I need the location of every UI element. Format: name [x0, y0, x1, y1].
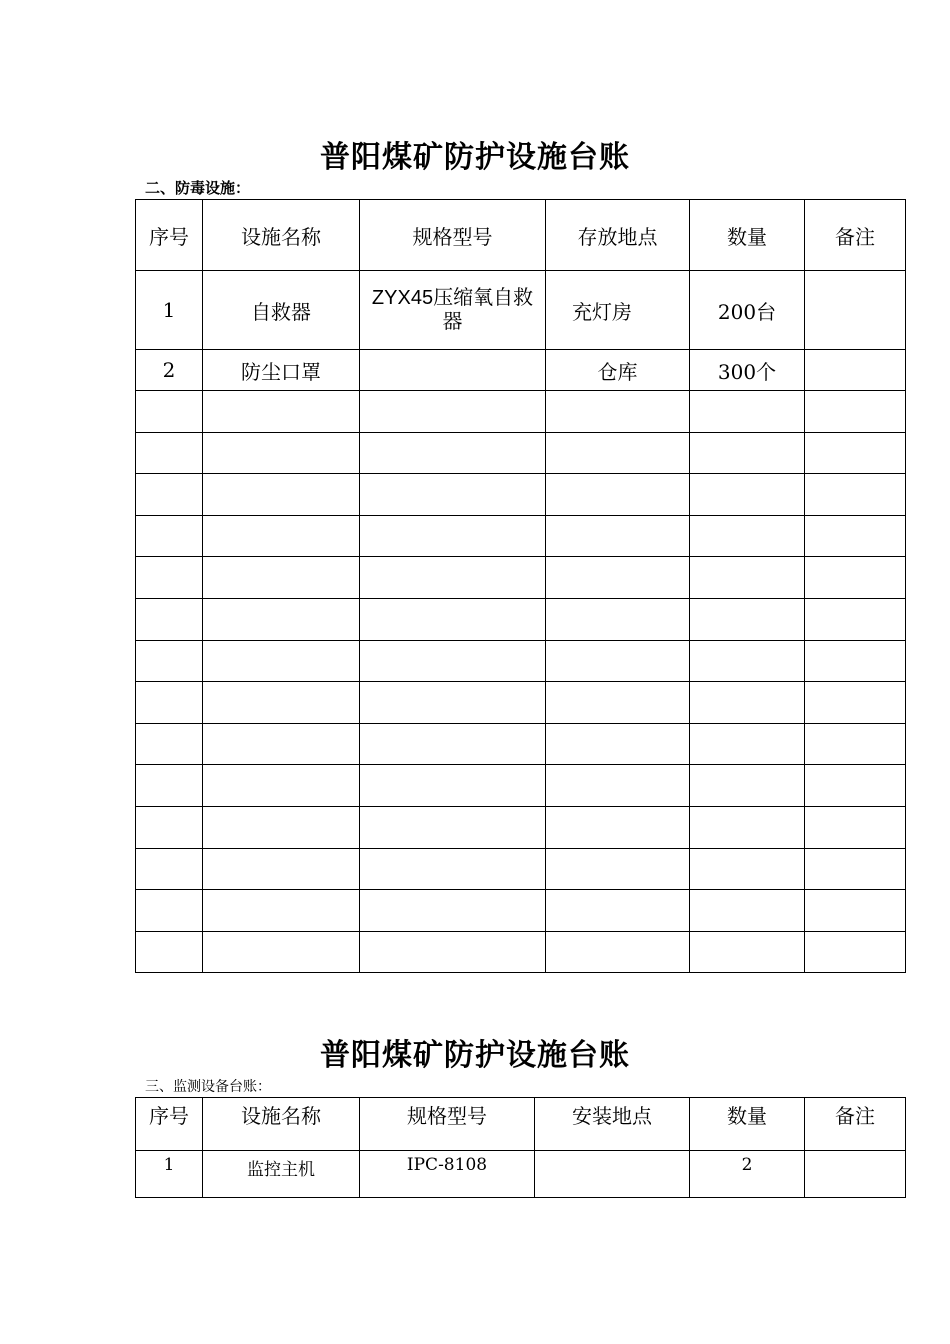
empty-cell [203, 765, 360, 807]
empty-cell [136, 640, 203, 682]
empty-cell [690, 640, 805, 682]
empty-cell [136, 682, 203, 724]
empty-cell [203, 890, 360, 932]
empty-cell [360, 682, 546, 724]
antitoxic-facilities-table [135, 199, 906, 973]
empty-table-row [136, 765, 906, 807]
empty-cell [805, 806, 906, 848]
empty-cell [546, 890, 690, 932]
empty-cell [805, 557, 906, 599]
cell-spec-model: ZYX45压缩氧自救器 [360, 271, 546, 350]
header-facility-name: 设施名称 [203, 1098, 360, 1151]
empty-cell [360, 723, 546, 765]
header-quantity: 数量 [690, 200, 805, 271]
cell-install-location [535, 1151, 690, 1198]
cell-facility-name: 自救器 [203, 271, 360, 350]
empty-cell [203, 391, 360, 433]
header-quantity: 数量 [690, 1098, 805, 1151]
empty-cell [546, 806, 690, 848]
empty-cell [546, 432, 690, 474]
empty-cell [690, 432, 805, 474]
cell-remarks [805, 271, 906, 350]
empty-cell [203, 682, 360, 724]
empty-cell [203, 474, 360, 516]
empty-cell [360, 432, 546, 474]
empty-cell [805, 474, 906, 516]
empty-cell [690, 848, 805, 890]
cell-quantity: 2 [690, 1151, 805, 1198]
empty-table-row [136, 432, 906, 474]
cell-storage-location: 仓库 [546, 350, 690, 391]
empty-cell [203, 598, 360, 640]
empty-cell [360, 598, 546, 640]
header-index: 序号 [136, 200, 203, 271]
empty-cell [360, 931, 546, 973]
empty-cell [136, 806, 203, 848]
empty-table-row [136, 931, 906, 973]
page-title: 普阳煤矿防护设施台账 [320, 140, 630, 175]
header-index: 序号 [136, 1098, 203, 1151]
empty-cell [360, 806, 546, 848]
cell-quantity: 200台 [690, 271, 805, 350]
empty-cell [136, 557, 203, 599]
header-remarks: 备注 [805, 1098, 906, 1151]
empty-cell [546, 765, 690, 807]
cell-spec-model: IPC-8108 [360, 1151, 535, 1198]
monitoring-equipment-table [135, 1097, 906, 1198]
empty-cell [690, 806, 805, 848]
empty-table-row [136, 474, 906, 516]
table-row [136, 1151, 906, 1198]
empty-cell [203, 806, 360, 848]
table-header-row [136, 200, 906, 271]
empty-cell [546, 557, 690, 599]
empty-cell [203, 848, 360, 890]
empty-cell [203, 557, 360, 599]
empty-cell [805, 890, 906, 932]
empty-cell [203, 931, 360, 973]
empty-cell [690, 515, 805, 557]
empty-cell [805, 723, 906, 765]
section-subtitle-monitoring: 三、监测设备台账： [145, 1079, 271, 1095]
empty-cell [546, 848, 690, 890]
empty-cell [690, 557, 805, 599]
empty-cell [136, 765, 203, 807]
empty-cell [805, 931, 906, 973]
empty-cell [360, 391, 546, 433]
empty-cell [546, 682, 690, 724]
cell-remarks [805, 1151, 906, 1198]
table-row [136, 350, 906, 391]
empty-cell [690, 682, 805, 724]
empty-cell [546, 931, 690, 973]
empty-cell [360, 515, 546, 557]
empty-cell [136, 848, 203, 890]
cell-index: 1 [136, 1151, 203, 1198]
empty-cell [203, 640, 360, 682]
cell-quantity: 300个 [690, 350, 805, 391]
empty-table-row [136, 890, 906, 932]
table-row [136, 271, 906, 350]
empty-cell [805, 391, 906, 433]
cell-remarks [805, 350, 906, 391]
empty-cell [546, 391, 690, 433]
empty-cell [136, 890, 203, 932]
section-subtitle-antitoxic: 二、防毒设施： [145, 179, 251, 197]
empty-cell [805, 765, 906, 807]
empty-cell [136, 515, 203, 557]
empty-cell [203, 432, 360, 474]
empty-cell [690, 765, 805, 807]
cell-storage-location: 充灯房 [546, 271, 690, 350]
page-title-2: 普阳煤矿防护设施台账 [320, 1038, 630, 1073]
empty-table-row [136, 391, 906, 433]
empty-cell [805, 432, 906, 474]
empty-table-row [136, 640, 906, 682]
empty-cell [805, 515, 906, 557]
empty-cell [690, 391, 805, 433]
empty-cell [546, 598, 690, 640]
empty-cell [360, 640, 546, 682]
empty-cell [136, 391, 203, 433]
empty-table-row [136, 682, 906, 724]
empty-cell [360, 890, 546, 932]
header-facility-name: 设施名称 [203, 200, 360, 271]
empty-cell [546, 515, 690, 557]
empty-table-row [136, 723, 906, 765]
empty-table-row [136, 557, 906, 599]
empty-cell [690, 931, 805, 973]
empty-cell [546, 474, 690, 516]
empty-cell [805, 848, 906, 890]
empty-cell [690, 598, 805, 640]
empty-cell [690, 723, 805, 765]
cell-facility-name: 监控主机 [203, 1151, 360, 1198]
empty-cell [546, 723, 690, 765]
empty-cell [360, 557, 546, 599]
cell-index: 2 [136, 350, 203, 391]
empty-table-row [136, 515, 906, 557]
empty-cell [360, 474, 546, 516]
header-spec-model: 规格型号 [360, 1098, 535, 1151]
empty-cell [805, 682, 906, 724]
header-spec-model: 规格型号 [360, 200, 546, 271]
empty-table-row [136, 806, 906, 848]
header-remarks: 备注 [805, 200, 906, 271]
empty-cell [136, 598, 203, 640]
empty-cell [805, 598, 906, 640]
empty-cell [690, 474, 805, 516]
cell-facility-name: 防尘口罩 [203, 350, 360, 391]
cell-index: 1 [136, 271, 203, 350]
cell-spec-model [360, 350, 546, 391]
empty-cell [360, 848, 546, 890]
table-header-row [136, 1098, 906, 1151]
empty-cell [136, 931, 203, 973]
empty-cell [690, 890, 805, 932]
header-storage-location: 存放地点 [546, 200, 690, 271]
empty-cell [805, 640, 906, 682]
empty-cell [203, 723, 360, 765]
empty-cell [360, 765, 546, 807]
empty-cell [203, 515, 360, 557]
header-install-location: 安装地点 [535, 1098, 690, 1151]
empty-cell [136, 474, 203, 516]
empty-cell [546, 640, 690, 682]
empty-cell [136, 432, 203, 474]
empty-cell [136, 723, 203, 765]
empty-table-row [136, 598, 906, 640]
empty-table-row [136, 848, 906, 890]
